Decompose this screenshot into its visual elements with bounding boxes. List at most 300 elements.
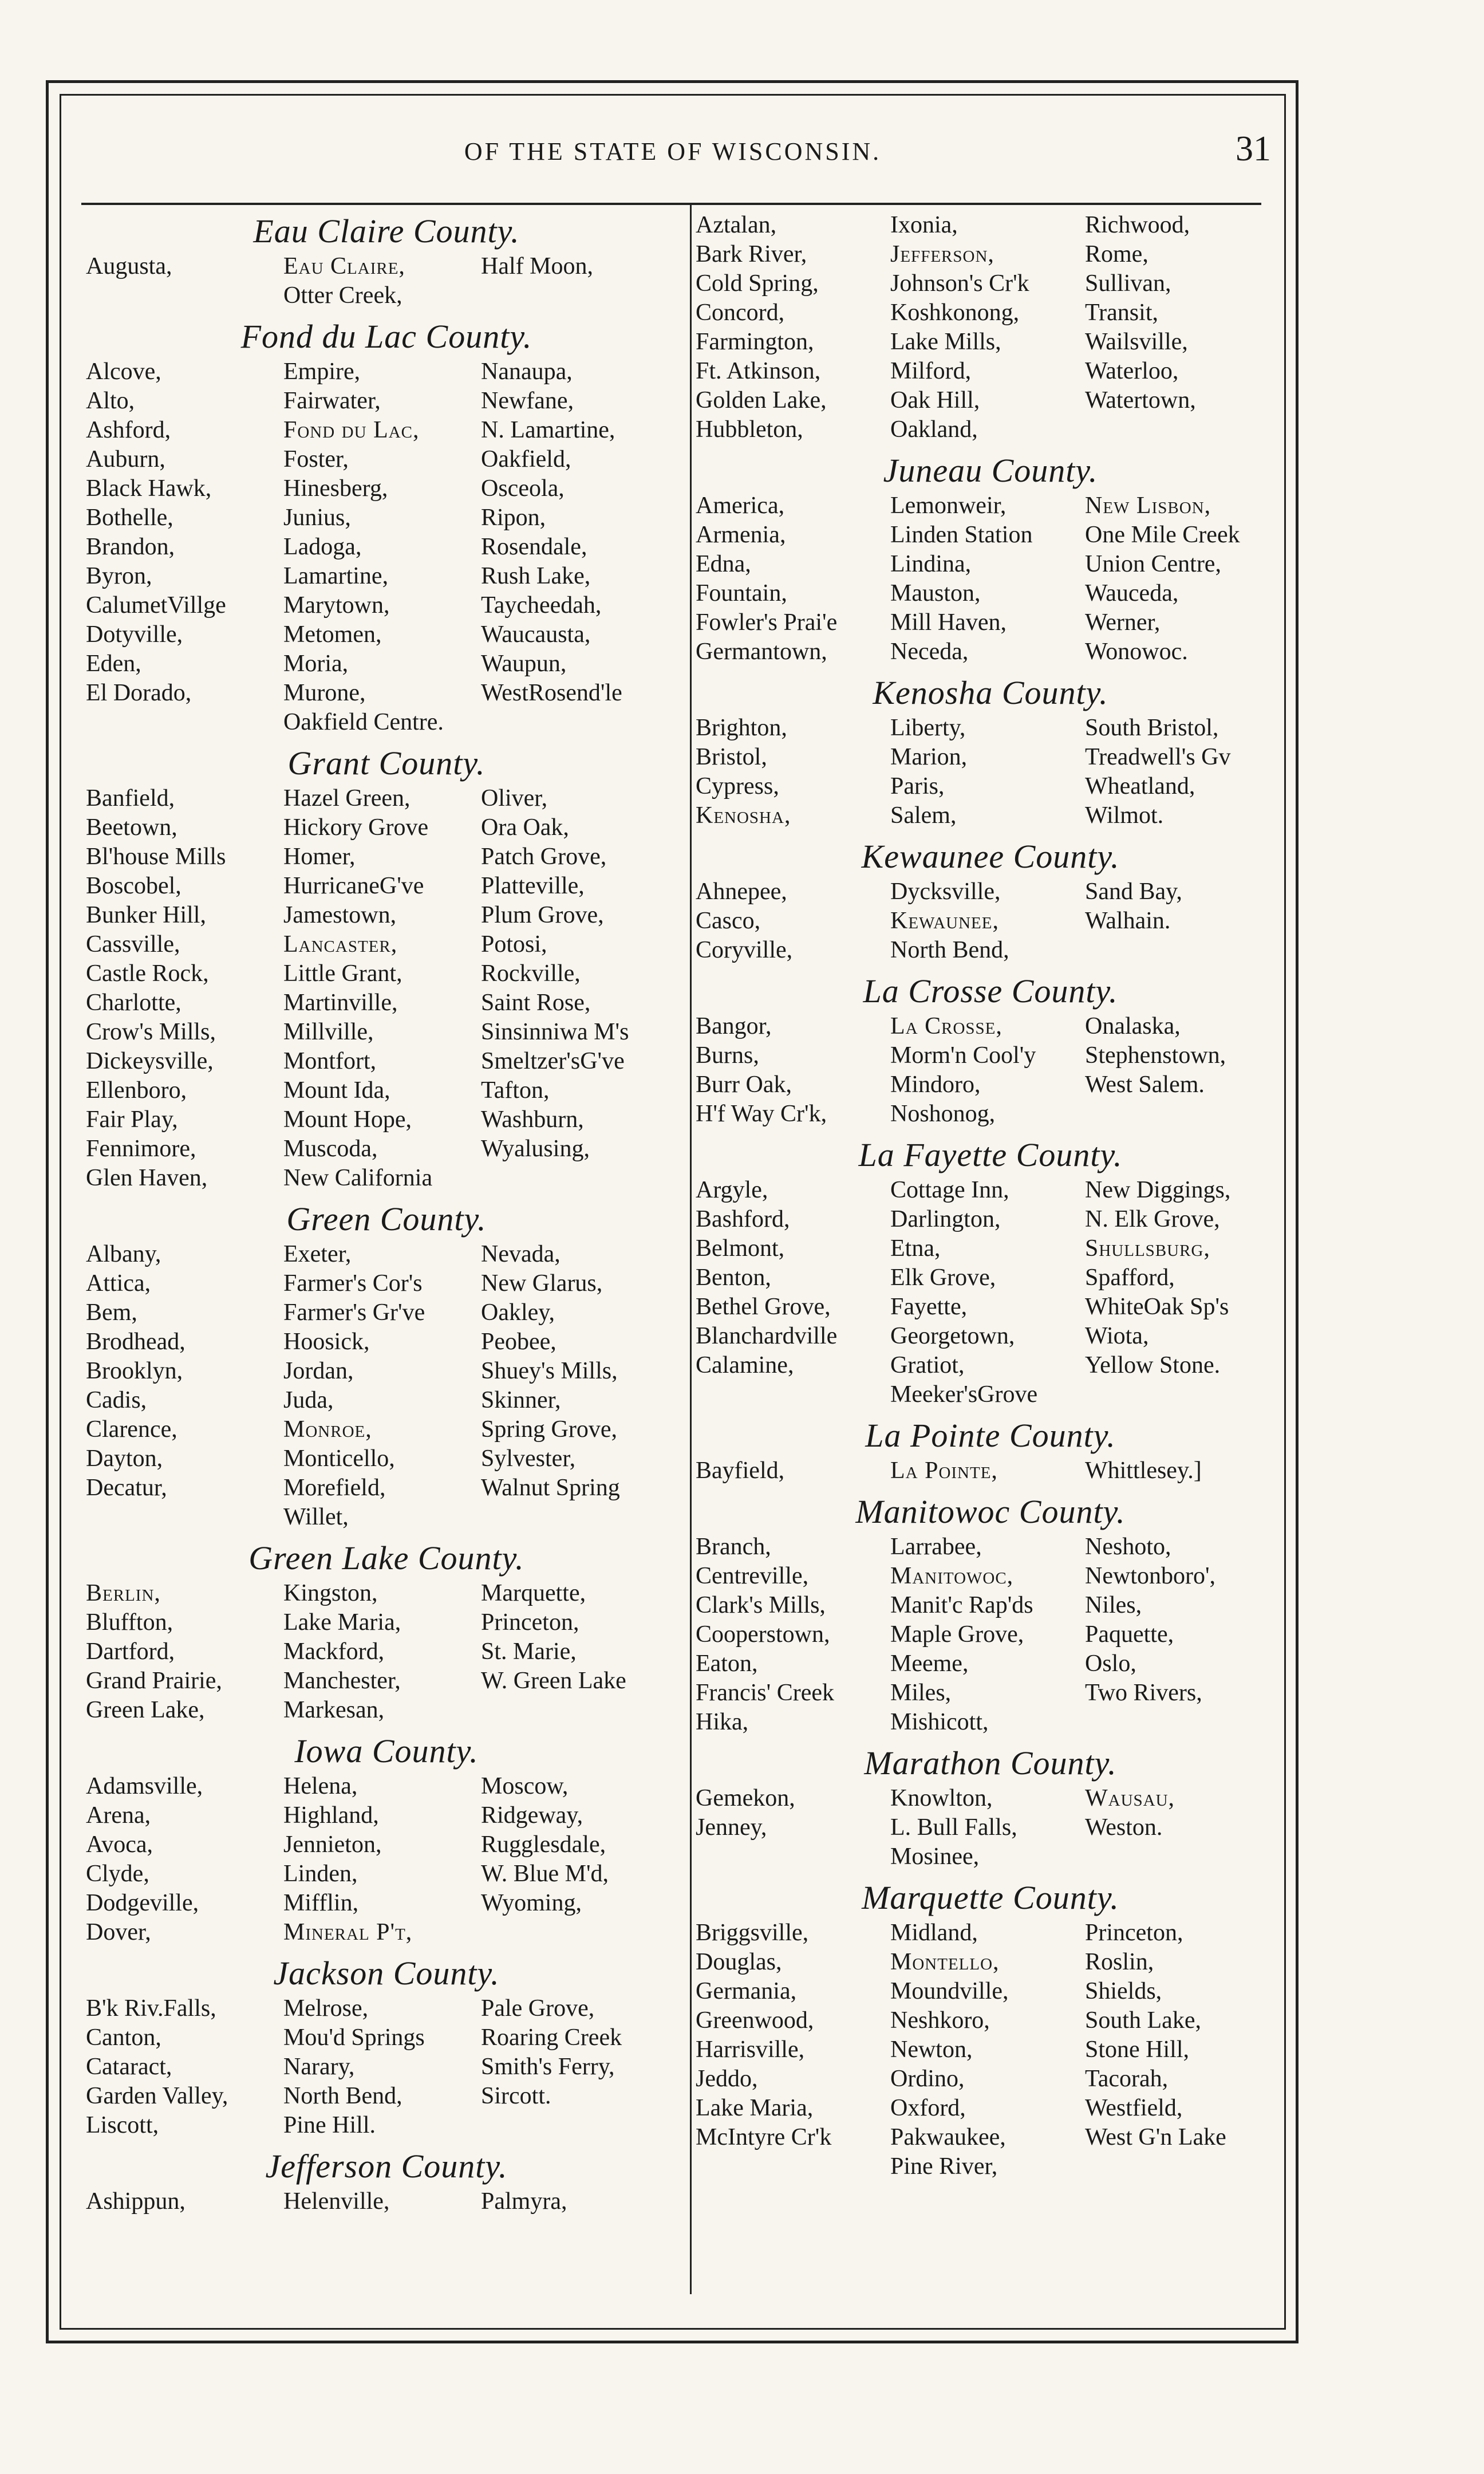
town-name: North Bend, xyxy=(890,937,1009,963)
town-name: Etna, xyxy=(890,1235,941,1262)
town-name: Johnson's Cr'k xyxy=(890,270,1029,297)
town-name: Liscott, xyxy=(86,2112,159,2138)
town-name: Koshkonong, xyxy=(890,300,1020,326)
town-name: Dickeysville, xyxy=(86,1048,214,1074)
town-name: Kewaunee, xyxy=(890,908,999,934)
town-row xyxy=(86,1134,687,1164)
town-name: Hubbleton, xyxy=(696,416,803,443)
town-name: Bunker Hill, xyxy=(86,902,206,928)
town-name: Nanaupa, xyxy=(481,359,573,385)
town-name: La Crosse, xyxy=(890,1013,1003,1039)
town-name: Farmer's Gr've xyxy=(283,1299,425,1326)
town-name: Hickory Grove xyxy=(283,814,429,841)
town-row xyxy=(86,1772,687,1801)
town-row xyxy=(696,298,1285,328)
town-name: Eau Claire, xyxy=(283,253,405,279)
town-name: Wyoming, xyxy=(481,1890,582,1916)
town-name xyxy=(1085,1100,1280,1129)
town-row xyxy=(696,743,1285,772)
town-row xyxy=(86,1696,687,1725)
town-name: Ashford, xyxy=(86,417,171,443)
town-row xyxy=(86,1415,687,1444)
town-row xyxy=(696,608,1285,637)
town-name: Mosinee, xyxy=(890,1843,980,1870)
town-name: Salem, xyxy=(890,802,957,829)
town-name: Wiota, xyxy=(1085,1323,1149,1349)
town-row xyxy=(86,872,687,901)
town-row xyxy=(86,1830,687,1860)
county-section xyxy=(86,1538,687,1725)
town-name: Melrose, xyxy=(283,1995,369,2022)
town-name: Shuey's Mills, xyxy=(481,1358,618,1384)
town-name: WestRosend'le xyxy=(481,680,622,706)
town-name: Marion, xyxy=(890,744,968,770)
town-name: Stone Hill, xyxy=(1085,2036,1190,2063)
county-section xyxy=(696,1491,1285,1737)
town-name: Canton, xyxy=(86,2024,161,2051)
town-row xyxy=(86,620,687,649)
town-name: Black Hawk, xyxy=(86,475,212,502)
town-name: Moundville, xyxy=(890,1978,1009,2004)
town-name xyxy=(1085,1708,1280,1737)
town-row xyxy=(696,2006,1285,2035)
right-column xyxy=(696,211,1285,2330)
town-name: Ft. Atkinson, xyxy=(696,358,821,384)
town-row xyxy=(86,1667,687,1696)
town-name: Argyle, xyxy=(696,1177,768,1203)
town-row xyxy=(86,1047,687,1076)
town-name: Waupun, xyxy=(481,651,567,677)
town-name: H'f Way Cr'k, xyxy=(696,1101,827,1127)
town-name: Jennieton, xyxy=(283,1831,382,1858)
town-name: Whittlesey.] xyxy=(1085,1457,1202,1484)
town-row xyxy=(696,1813,1285,1842)
town-row xyxy=(86,1503,687,1532)
town-row xyxy=(86,445,687,474)
town-name: Garden Valley, xyxy=(86,2083,228,2109)
town-name: Rome, xyxy=(1085,241,1148,267)
town-name: St. Marie, xyxy=(481,1638,577,1665)
town-name: Wilmot. xyxy=(1085,802,1164,829)
town-row xyxy=(86,649,687,679)
town-name: Francis' Creek xyxy=(696,1680,834,1706)
town-row xyxy=(696,1842,1285,1872)
town-name: Highland, xyxy=(283,1802,379,1829)
town-name: Brooklyn, xyxy=(86,1358,183,1384)
county-section xyxy=(696,1743,1285,1872)
town-row xyxy=(86,988,687,1018)
town-name: Bothelle, xyxy=(86,505,173,531)
town-row xyxy=(696,1679,1285,1708)
town-name: Dayton, xyxy=(86,1445,163,1472)
town-name: Murone, xyxy=(283,680,366,706)
town-name: Miles, xyxy=(890,1680,952,1706)
town-name: Lake Maria, xyxy=(696,2095,814,2121)
town-row xyxy=(86,1327,687,1357)
town-name: Glen Haven, xyxy=(86,1165,208,1191)
town-name xyxy=(481,1164,678,1193)
town-name: Concord, xyxy=(696,300,785,326)
town-name: Newtonboro', xyxy=(1085,1563,1216,1589)
town-name: Paris, xyxy=(890,773,945,799)
town-name: Pine River, xyxy=(890,2153,998,2180)
town-name: Milford, xyxy=(890,358,972,384)
town-name: Martinville, xyxy=(283,990,398,1016)
town-name: Manchester, xyxy=(283,1668,401,1694)
town-name: Princeton, xyxy=(1085,1920,1183,1946)
county-section xyxy=(86,743,687,1193)
town-row xyxy=(86,1637,687,1667)
town-name: Walhain. xyxy=(1085,908,1171,934)
town-name: Hoosick, xyxy=(283,1329,370,1355)
town-name: Brandon, xyxy=(86,534,175,560)
county-section xyxy=(696,1877,1285,2181)
town-name: Peobee, xyxy=(481,1329,556,1355)
town-row xyxy=(86,930,687,959)
town-name: HurricaneG've xyxy=(283,873,424,899)
town-name: Cold Spring, xyxy=(696,270,819,297)
town-row xyxy=(696,2152,1285,2181)
town-name: Mifflin, xyxy=(283,1890,359,1916)
town-name xyxy=(481,1918,678,1947)
town-name xyxy=(86,281,283,310)
town-name: Otter Creek, xyxy=(283,282,402,309)
town-name: Lancaster, xyxy=(283,931,398,958)
town-name: Mackford, xyxy=(283,1638,385,1665)
running-head: OF THE STATE OF WISCONSIN. xyxy=(464,137,882,166)
county-section xyxy=(86,211,687,310)
town-name: Walnut Spring xyxy=(481,1475,620,1501)
town-name xyxy=(1085,415,1280,444)
town-row xyxy=(696,2123,1285,2152)
town-name: Oxford, xyxy=(890,2095,966,2121)
town-name: Sinsinniwa M's xyxy=(481,1019,629,1045)
town-name: Juda, xyxy=(283,1387,334,1413)
town-name: Clyde, xyxy=(86,1861,149,1887)
town-name: Coryville, xyxy=(696,937,793,963)
town-name: Stephenstown, xyxy=(1085,1042,1226,1069)
town-row xyxy=(86,1269,687,1298)
town-name: Centreville, xyxy=(696,1563,809,1589)
town-name: Ladoga, xyxy=(283,534,362,560)
county-title: Grant County. xyxy=(287,744,486,782)
town-name: Linden, xyxy=(283,1861,358,1887)
town-row xyxy=(86,1164,687,1193)
town-name: Empire, xyxy=(283,359,361,385)
town-name: Lake Mills, xyxy=(890,329,1001,355)
town-name: Fairwater, xyxy=(283,388,381,414)
town-name: Potosi, xyxy=(481,931,547,958)
town-name: Taycheedah, xyxy=(481,592,602,618)
town-name: Ixonia, xyxy=(890,212,958,238)
town-row xyxy=(696,1708,1285,1737)
town-name: Edna, xyxy=(696,551,751,577)
town-row xyxy=(696,415,1285,444)
town-name: Ellenboro, xyxy=(86,1077,187,1104)
town-name: Cassville, xyxy=(86,931,180,958)
county-title: Juneau County. xyxy=(883,452,1098,489)
town-name: Avoca, xyxy=(86,1831,153,1858)
town-name: Smith's Ferry, xyxy=(481,2054,615,2080)
town-name: Farmington, xyxy=(696,329,814,355)
town-row xyxy=(86,474,687,503)
town-row xyxy=(86,1579,687,1608)
town-name: Clarence, xyxy=(86,1416,177,1443)
town-row xyxy=(696,637,1285,667)
town-name: Charlotte, xyxy=(86,990,181,1016)
town-name: South Bristol, xyxy=(1085,715,1219,741)
town-name: Cypress, xyxy=(696,773,779,799)
town-name: Darlington, xyxy=(890,1206,1001,1232)
town-row xyxy=(696,269,1285,298)
town-name: Manit'c Rap'ds xyxy=(890,1592,1033,1618)
town-row xyxy=(696,877,1285,907)
town-name: Newfane, xyxy=(481,388,574,414)
town-name: Germantown, xyxy=(696,639,827,665)
town-name: Wauceda, xyxy=(1085,580,1179,606)
town-name xyxy=(1085,936,1280,965)
town-row xyxy=(86,842,687,872)
town-name: Muscoda, xyxy=(283,1136,378,1162)
town-name: Montello, xyxy=(890,1949,1000,1975)
county-title: Kenosha County. xyxy=(873,674,1108,711)
county-title: Green Lake County. xyxy=(248,1539,524,1577)
town-name: Green Lake, xyxy=(86,1697,205,1723)
town-name: Belmont, xyxy=(696,1235,785,1262)
town-row xyxy=(86,959,687,988)
town-name: Byron, xyxy=(86,563,152,589)
town-row xyxy=(696,550,1285,579)
town-name: Mount Ida, xyxy=(283,1077,390,1104)
town-name: Rugglesdale, xyxy=(481,1831,606,1858)
town-name: Blanchardville xyxy=(696,1323,838,1349)
town-row xyxy=(86,1801,687,1830)
town-name: Harrisville, xyxy=(696,2036,805,2063)
town-row xyxy=(86,591,687,620)
town-row xyxy=(86,784,687,813)
town-row xyxy=(86,252,687,281)
town-name: Niles, xyxy=(1085,1592,1142,1618)
town-name: Willet, xyxy=(283,1504,349,1530)
town-name: Tafton, xyxy=(481,1077,550,1104)
page-header xyxy=(60,123,1286,175)
town-name: Spring Grove, xyxy=(481,1416,617,1443)
town-name: Lemonweir, xyxy=(890,493,1007,519)
town-name: Fowler's Prai'e xyxy=(696,609,838,636)
county-title: La Fayette County. xyxy=(858,1136,1123,1173)
town-name: Burns, xyxy=(696,1042,759,1069)
town-row xyxy=(696,1351,1285,1380)
town-row xyxy=(696,579,1285,608)
town-name xyxy=(1085,2152,1280,2181)
town-name: Neshoto, xyxy=(1085,1534,1171,1560)
county-title: Kewaunee County. xyxy=(861,838,1120,875)
town-row xyxy=(696,521,1285,550)
town-name: Calamine, xyxy=(696,1352,794,1378)
town-name: Farmer's Cor's xyxy=(283,1270,423,1297)
town-row xyxy=(696,801,1285,830)
town-name: Brighton, xyxy=(696,715,787,741)
town-name: Westfield, xyxy=(1085,2095,1183,2121)
town-name: Georgetown, xyxy=(890,1323,1015,1349)
town-name: Junius, xyxy=(283,505,351,531)
town-name xyxy=(86,1503,283,1532)
county-section xyxy=(696,672,1285,830)
town-name: Fair Play, xyxy=(86,1106,178,1133)
town-name xyxy=(481,1696,678,1725)
town-name: Clark's Mills, xyxy=(696,1592,826,1618)
town-name: Bluffton, xyxy=(86,1609,173,1636)
county-title: Jefferson County. xyxy=(265,2148,508,2185)
county-section xyxy=(696,971,1285,1129)
town-name: Gemekon, xyxy=(696,1785,795,1811)
town-name: Weston. xyxy=(1085,1814,1163,1841)
town-name: Rush Lake, xyxy=(481,563,591,589)
town-name: B'k Riv.Falls, xyxy=(86,1995,216,2022)
town-name: Mineral P't, xyxy=(283,1919,413,1945)
town-name: Shullsburg, xyxy=(1085,1235,1210,1262)
town-row xyxy=(696,386,1285,415)
town-name: Wailsville, xyxy=(1085,329,1188,355)
town-name: Meeker'sGrove xyxy=(890,1381,1038,1408)
town-name: Dotyville, xyxy=(86,621,183,648)
town-name: Neceda, xyxy=(890,639,969,665)
town-name: Larrabee, xyxy=(890,1534,982,1560)
town-name: Ahnepee, xyxy=(696,878,787,905)
town-row xyxy=(696,1649,1285,1679)
town-row xyxy=(696,357,1285,386)
town-name: Armenia, xyxy=(696,522,786,548)
town-name: Oslo, xyxy=(1085,1650,1136,1677)
town-name: Germania, xyxy=(696,1978,797,2004)
town-row xyxy=(696,1012,1285,1041)
town-row xyxy=(696,1591,1285,1620)
town-name: Bl'house Mills xyxy=(86,844,226,870)
town-name: Bethel Grove, xyxy=(696,1294,831,1320)
town-name: Burr Oak, xyxy=(696,1071,792,1098)
town-row xyxy=(696,328,1285,357)
county-title: Marathon County. xyxy=(864,1744,1117,1782)
town-name: Neshkoro, xyxy=(890,2007,990,2034)
town-row xyxy=(696,1293,1285,1322)
county-title: La Pointe County. xyxy=(865,1417,1116,1454)
town-name: La Pointe, xyxy=(890,1457,998,1484)
town-name: Ordino, xyxy=(890,2066,965,2092)
town-name: Benton, xyxy=(696,1264,771,1291)
town-name: Oakley, xyxy=(481,1299,555,1326)
town-row xyxy=(86,503,687,533)
town-name: Wyalusing, xyxy=(481,1136,590,1162)
town-row xyxy=(696,714,1285,743)
town-row xyxy=(696,1322,1285,1351)
town-name: Castle Rock, xyxy=(86,960,209,987)
town-name: Nevada, xyxy=(481,1241,561,1267)
town-name: Brodhead, xyxy=(86,1329,186,1355)
town-name: Treadwell's Gv xyxy=(1085,744,1231,770)
town-name: Alto, xyxy=(86,388,135,414)
town-name: Plum Grove, xyxy=(481,902,604,928)
town-name: Watertown, xyxy=(1085,387,1196,413)
town-row xyxy=(696,1263,1285,1293)
town-name: Waucausta, xyxy=(481,621,591,648)
county-title: Fond du Lac County. xyxy=(240,318,532,355)
town-row xyxy=(696,1918,1285,1948)
county-title: Jackson County. xyxy=(273,1955,500,1992)
town-name: Skinner, xyxy=(481,1387,561,1413)
town-name: Oakfield, xyxy=(481,446,571,472)
town-row xyxy=(86,562,687,591)
town-row xyxy=(696,1620,1285,1649)
town-name: Eden, xyxy=(86,651,141,677)
county-section xyxy=(86,1199,687,1532)
town-name: Dover, xyxy=(86,1919,151,1945)
county-section xyxy=(696,1134,1285,1409)
town-name: Cottage Inn, xyxy=(890,1177,1009,1203)
town-name: Montfort, xyxy=(283,1048,377,1074)
town-row xyxy=(696,240,1285,269)
town-name: Narary, xyxy=(283,2054,355,2080)
town-name: Banfield, xyxy=(86,785,175,811)
county-title: Iowa County. xyxy=(294,1732,479,1770)
town-name: Markesan, xyxy=(283,1697,385,1723)
town-name: Sylvester, xyxy=(481,1445,576,1472)
town-name: Richwood, xyxy=(1085,212,1190,238)
town-row xyxy=(696,1562,1285,1591)
page-number: 31 xyxy=(1236,129,1271,168)
town-name: Morm'n Cool'y xyxy=(890,1042,1036,1069)
town-name: Cataract, xyxy=(86,2054,172,2080)
town-name: Bashford, xyxy=(696,1206,790,1232)
town-name: Gratiot, xyxy=(890,1352,965,1378)
town-name: Half Moon, xyxy=(481,253,593,279)
town-row xyxy=(696,1176,1285,1205)
town-row xyxy=(86,1357,687,1386)
town-row xyxy=(86,1298,687,1327)
county-title: Eau Claire County. xyxy=(253,212,520,250)
town-name: Oakland, xyxy=(890,416,978,443)
town-name: Aztalan, xyxy=(696,212,777,238)
town-name: Crow's Mills, xyxy=(86,1019,216,1045)
town-row xyxy=(696,1784,1285,1813)
town-name: W. Green Lake xyxy=(481,1668,626,1694)
town-row xyxy=(86,1608,687,1637)
town-name: Homer, xyxy=(283,844,356,870)
town-name xyxy=(696,2152,890,2181)
town-row xyxy=(86,387,687,416)
county-title: Green County. xyxy=(286,1200,487,1238)
town-name: Bark River, xyxy=(696,241,807,267)
town-name xyxy=(481,281,678,310)
town-name: South Lake, xyxy=(1085,2007,1201,2034)
town-name: Fayette, xyxy=(890,1294,968,1320)
town-name: Oliver, xyxy=(481,785,548,811)
town-name: Mou'd Springs xyxy=(283,2024,425,2051)
town-name: Auburn, xyxy=(86,446,165,472)
town-row xyxy=(86,2082,687,2111)
town-name: New Glarus, xyxy=(481,1270,603,1297)
town-row xyxy=(86,1076,687,1105)
town-name: L. Bull Falls, xyxy=(890,1814,1017,1841)
town-name: Fennimore, xyxy=(86,1136,196,1162)
town-name: Fond du Lac, xyxy=(283,417,420,443)
town-name: Marquette, xyxy=(481,1580,586,1606)
town-name: Mount Hope, xyxy=(283,1106,412,1133)
town-row xyxy=(86,357,687,387)
town-name: Bayfield, xyxy=(696,1457,785,1484)
town-name: Bristol, xyxy=(696,744,767,770)
town-row xyxy=(696,491,1285,521)
county-section xyxy=(696,836,1285,965)
